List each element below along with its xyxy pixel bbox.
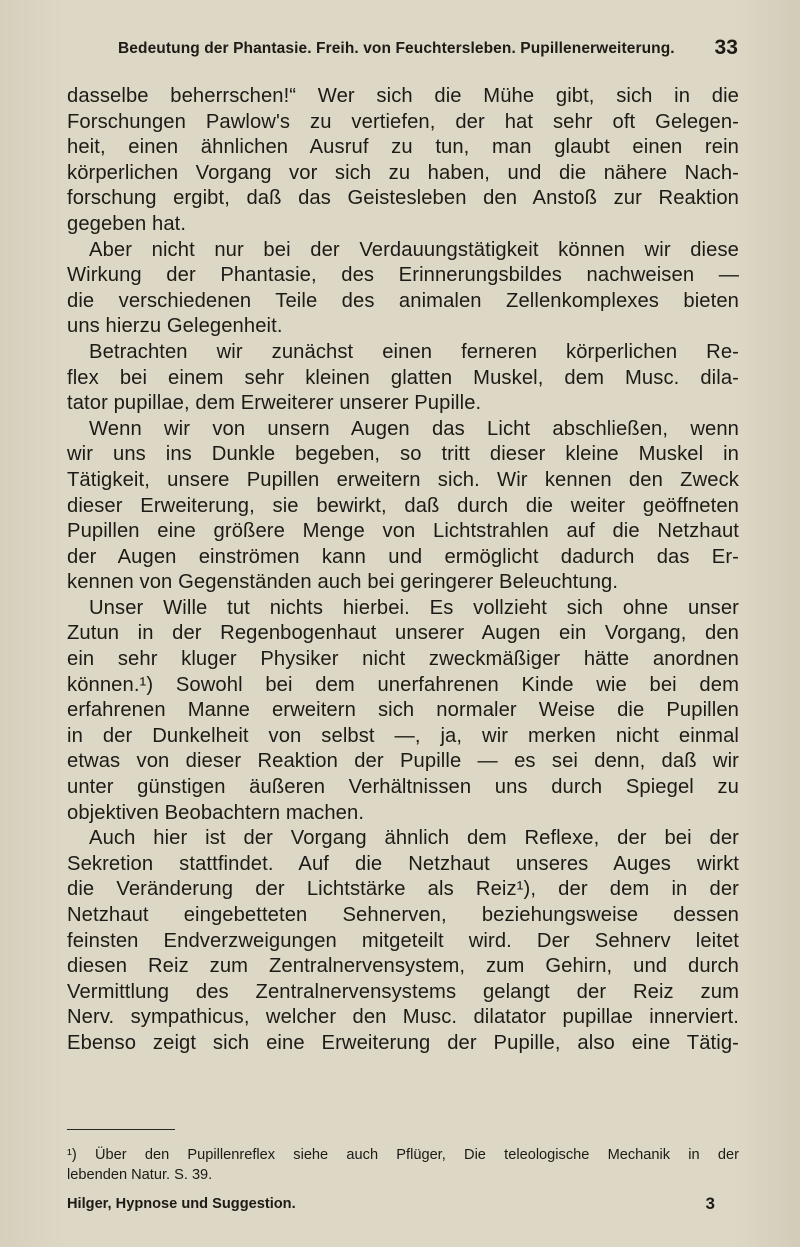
text-line: Wirkung der Phantasie, des Erinnerungsbildes nachweisen — <box>67 264 739 287</box>
running-title: Bedeutung der Phantasie. Freih. von Feuchtersleben. Pupillenerweiterung. <box>118 40 675 57</box>
text-line: flex bei einem sehr kleinen glatten Muskel, dem Musc. dila- <box>67 366 739 389</box>
text-line: forschung ergibt, daß das Geistesleben den Anstoß zur Reaktion <box>67 187 739 210</box>
text-line: erfahrenen Manne erweitern sich normaler Weise die Pupillen <box>67 699 739 722</box>
text-line: Aber nicht nur bei der Verdauungstätigkeit können wir diese <box>89 238 739 261</box>
text-line: Forschungen Pawlow's zu vertiefen, der hat sehr oft Gelegen- <box>67 110 739 133</box>
text-line: feinsten Endverzweigungen mitgeteilt wird. Der Sehnerv leitet <box>67 929 739 952</box>
text-line: Unser Wille tut nichts hierbei. Es vollzieht sich ohne unser <box>89 596 739 619</box>
text-line: Netzhaut eingebetteten Sehnerven, beziehungsweise dessen <box>67 904 739 926</box>
text-line: gegeben hat. <box>67 212 187 235</box>
text-line: Auch hier ist der Vorgang ähnlich dem Reflexe, der bei der <box>89 827 739 850</box>
footnote <box>67 1145 739 1185</box>
text-line: wir uns ins Dunkle begeben, so tritt dieser kleine Muskel in <box>67 443 739 466</box>
text-line: etwas von dieser Reaktion der Pupille — es sei denn, daß wir <box>67 750 739 773</box>
running-header <box>118 36 738 59</box>
text-line: Vermittlung des Zentralnervensystems gelangt der Reiz zum <box>67 980 739 1003</box>
text-line: dasselbe beherrschen!“ Wer sich die Mühe gibt, sich in die <box>67 85 739 107</box>
page-number: 33 <box>714 36 738 59</box>
text-line: die Veränderung der Lichtstärke als Reiz¹), der dem in der <box>67 878 739 901</box>
text-line: können.¹) Sowohl bei dem unerfahrenen Kinde wie bei dem <box>67 673 739 696</box>
signature-text: Hilger, Hypnose und Suggestion. <box>67 1196 296 1212</box>
text-line: körperlichen Vorgang vor sich zu haben, und die nähere Nach- <box>67 161 739 184</box>
text-line: die verschiedenen Teile des animalen Zellenkomplexes bieten <box>67 289 739 312</box>
text-line: ein sehr kluger Physiker nicht zweckmäßiger hätte anordnen <box>67 648 739 671</box>
text-line: in der Dunkelheit von selbst —, ja, wir merken nicht einmal <box>67 724 739 747</box>
text-line: Zutun in der Regenbogenhaut unserer Augen ein Vorgang, den <box>67 622 739 645</box>
text-line: der Augen einströmen kann und ermöglicht dadurch das Er- <box>67 545 739 568</box>
text-line: heit, einen ähnlichen Ausruf zu tun, man glaubt einen rein <box>67 136 739 159</box>
text-line: Ebenso zeigt sich eine Erweiterung der Pupille, also eine Tätig- <box>67 1031 739 1054</box>
text-line: kennen von Gegenständen auch bei geringerer Beleuchtung. <box>67 571 619 594</box>
text-line: Sekretion stattfindet. Auf die Netzhaut unseres Auges wirkt <box>67 852 739 875</box>
text-line: Tätigkeit, unsere Pupillen erweitern sich. Wir kennen den Zweck <box>67 468 739 491</box>
footnote-divider <box>67 1129 175 1130</box>
footnote-line: ¹) Über den Pupillenreflex siehe auch Pflüger, Die teleologische Mechanik in der <box>67 1147 739 1163</box>
text-line: Nerv. sympathicus, welcher den Musc. dilatator pupillae innerviert. <box>67 1006 739 1029</box>
main-text <box>67 84 739 1057</box>
printer-signature <box>67 1196 739 1212</box>
signature-number: 3 <box>705 1194 715 1213</box>
text-line: tator pupillae, dem Erweiterer unserer Pupille. <box>67 392 482 415</box>
text-line: diesen Reiz zum Zentralnervensystem, zum Gehirn, und durch <box>67 955 739 978</box>
text-line: unter günstigen äußeren Verhältnissen uns durch Spiegel zu <box>67 776 739 799</box>
text-line: Betrachten wir zunächst einen ferneren körperlichen Re- <box>89 340 739 363</box>
text-line: dieser Erweiterung, sie bewirkt, daß durch die weiter geöffneten <box>67 494 739 517</box>
text-line: objektiven Beobachtern machen. <box>67 801 365 824</box>
footnote-line: lebenden Natur. S. 39. <box>67 1167 213 1183</box>
text-line: Pupillen eine größere Menge von Lichtstrahlen auf die Netzhaut <box>67 520 739 543</box>
text-line: uns hierzu Gelegenheit. <box>67 315 283 338</box>
text-line: Wenn wir von unsern Augen das Licht abschließen, wenn <box>89 417 739 440</box>
